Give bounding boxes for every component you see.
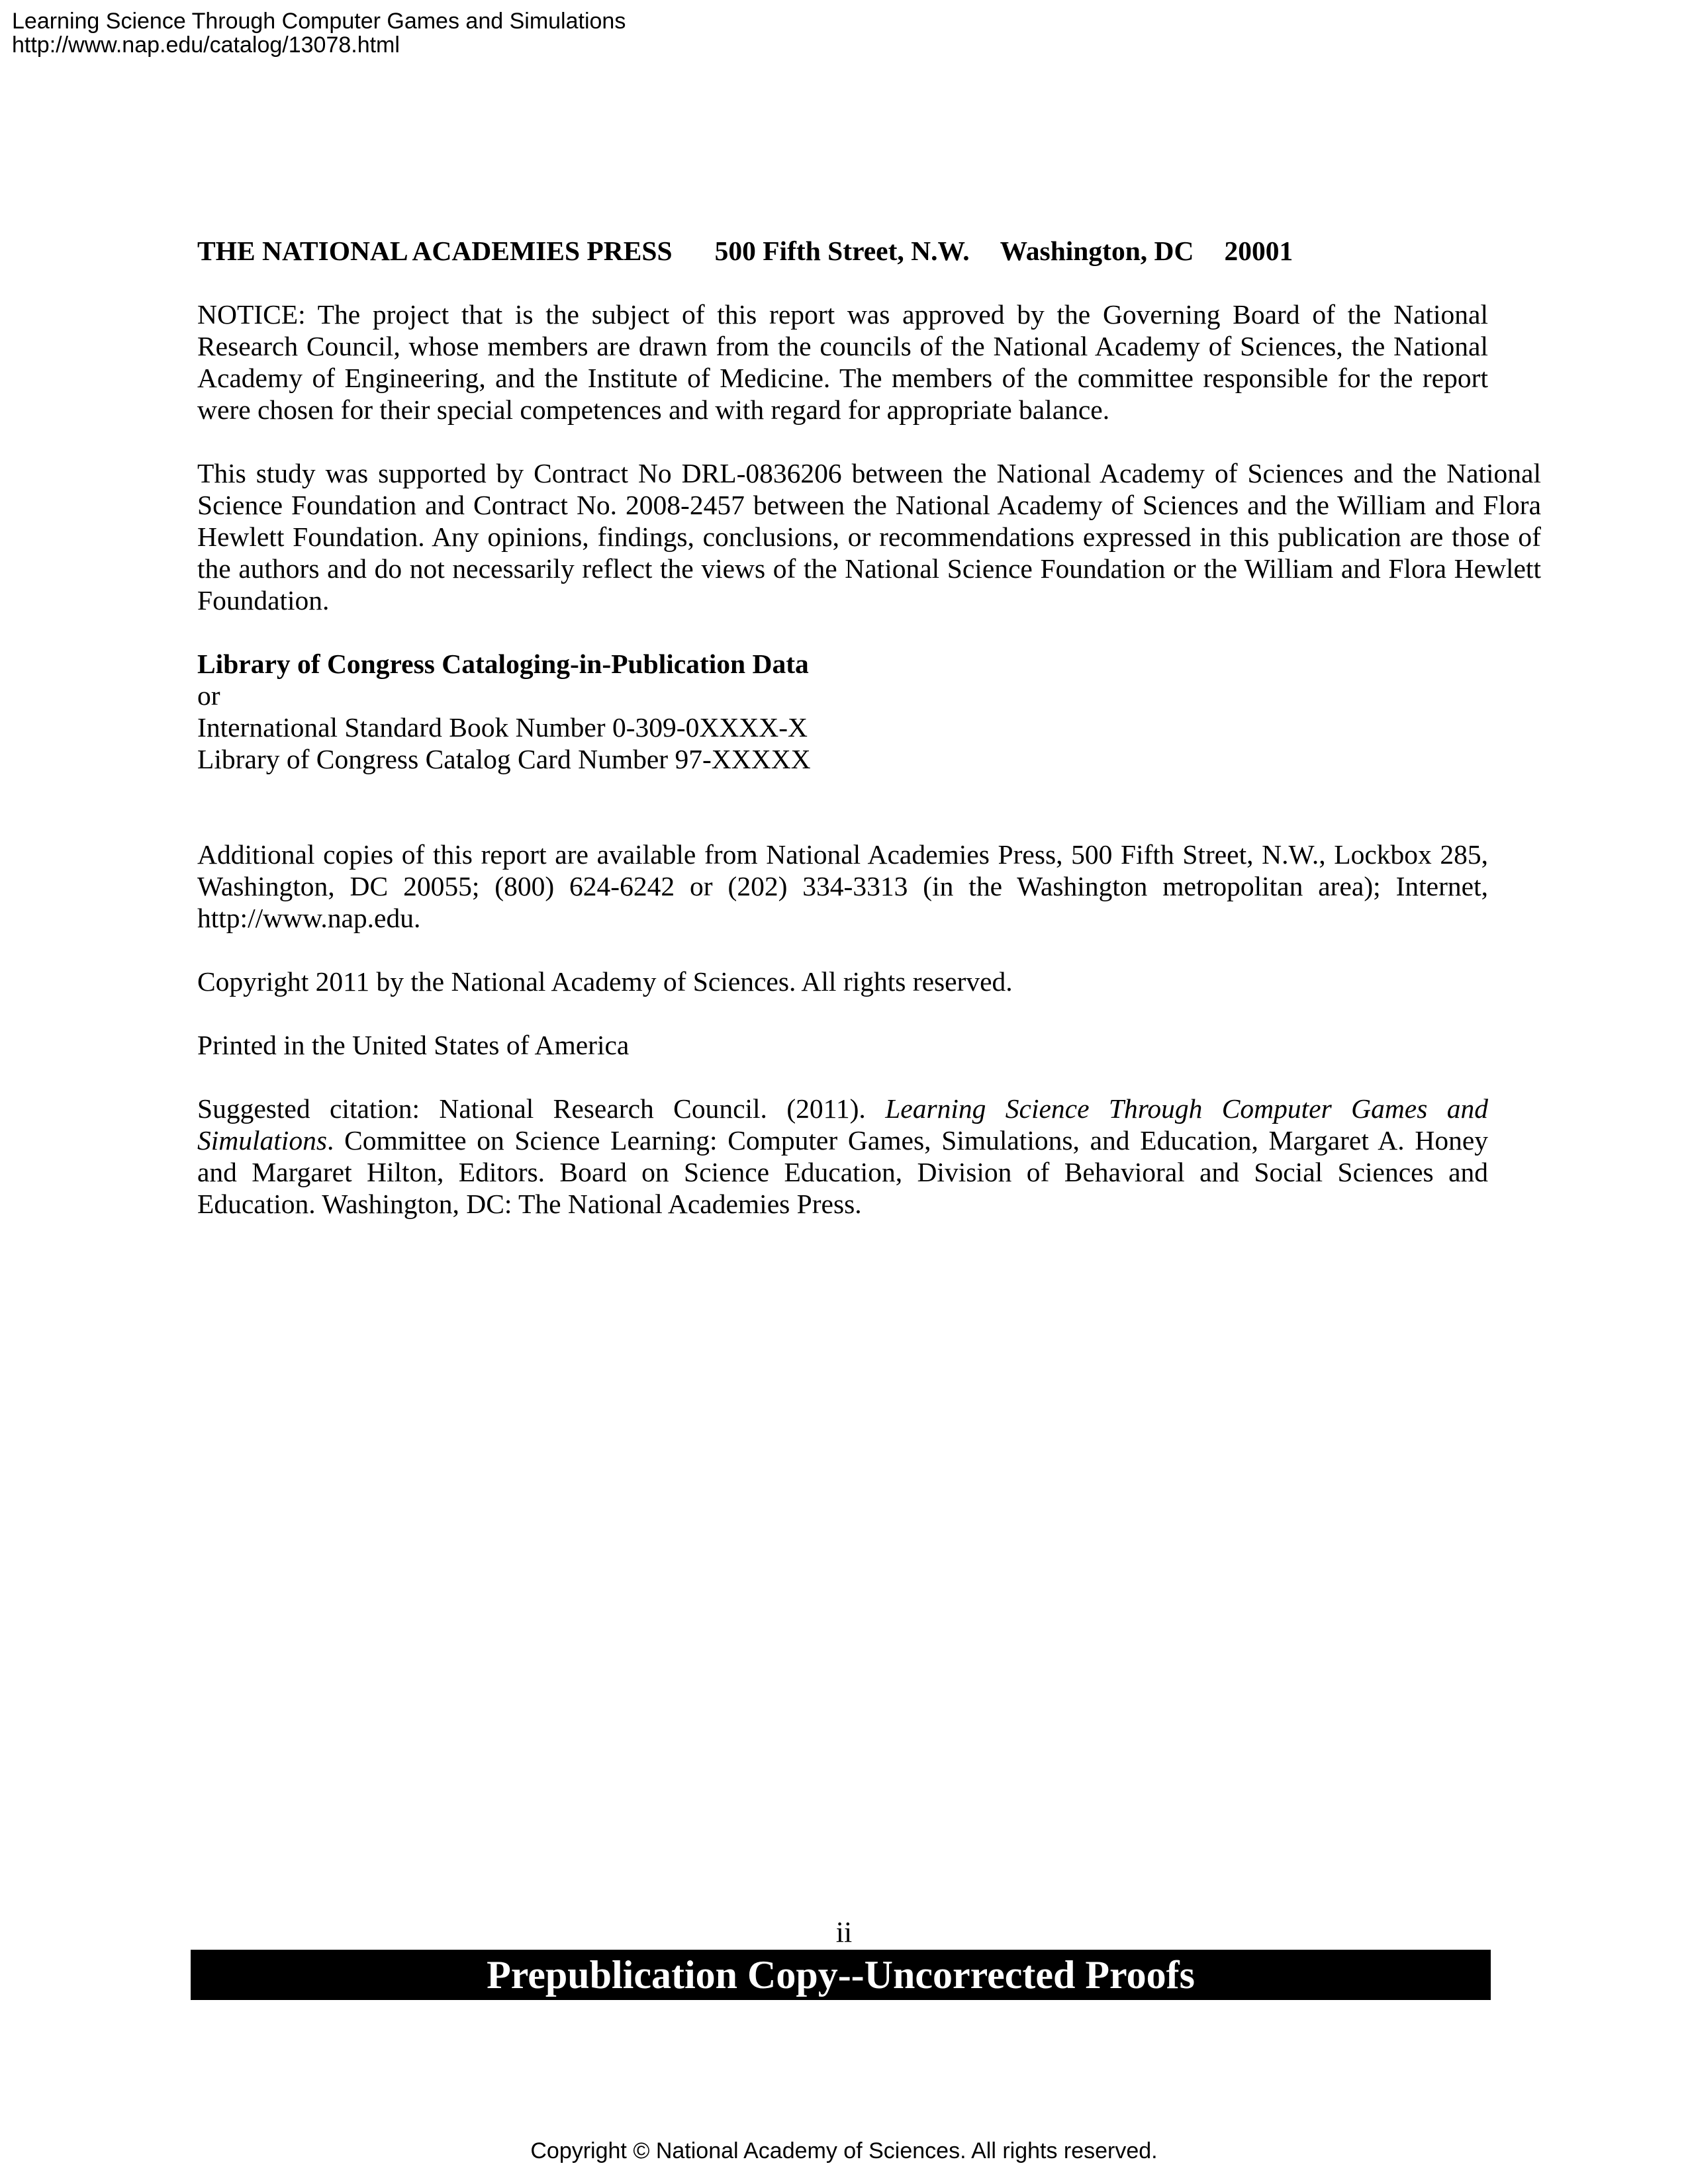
isbn-line: International Standard Book Number 0-309-0XXXX-X: [197, 712, 808, 743]
citation-prefix: Suggested citation: National Research Council. (2011).: [197, 1093, 886, 1124]
citation-suffix: . Committee on Science Learning: Computer Games, Simulations, and Education, Margaret A. Honey and Margaret Hilton, Editors. Board on Science Education, Division of Behavioral and Social Sciences and Education. Washington, DC: The National Academies Press.: [197, 1125, 1488, 1219]
footer-copyright: Copyright © National Academy of Sciences. All rights reserved.: [530, 2138, 1158, 2163]
press-city: Washington, DC: [1000, 236, 1194, 266]
press-street: 500 Fifth Street, N.W.: [714, 236, 970, 266]
page-content: [197, 235, 1541, 1251]
additional-copies-paragraph: Additional copies of this report are available from National Academies Press, 500 Fifth Street, N.W., Lockbox 285, Washington, DC 20055; (800) 624-6242 or (202) 334-3313 (in the Washington metropolitan area); Internet, http://www.nap.edu.: [197, 839, 1488, 933]
copyright-paragraph: Copyright 2011 by the National Academy of Sciences. All rights reserved.: [197, 966, 1013, 997]
prepublication-banner: Prepublication Copy--Uncorrected Proofs: [191, 1950, 1491, 2000]
document-url: http://www.nap.edu/catalog/13078.html: [12, 32, 400, 58]
press-address-line: [197, 235, 1488, 267]
citation-paragraph: [197, 1093, 1488, 1220]
page-number: ii: [835, 1916, 853, 1948]
press-zip: 20001: [1224, 236, 1293, 266]
printed-paragraph: Printed in the United States of America: [197, 1030, 630, 1060]
lccn-line: Library of Congress Catalog Card Number 97-XXXXX: [197, 744, 811, 774]
notice-paragraph: NOTICE: The project that is the subject of this report was approved by the Governing Board of the National Research Council, whose members are drawn from the councils of the National Academy of Sciences, the National Academy of Engineering, and the Institute of Medicine. The members of the committee responsible for the report were chosen for their special competences and with regard for appropriate balance.: [197, 299, 1488, 425]
document-title: Learning Science Through Computer Games and Simulations: [12, 9, 626, 34]
cataloging-or: or: [197, 680, 220, 711]
citation-title: Learning Science Through Computer Games and Simulations: [197, 1093, 1489, 1156]
cataloging-block: [197, 648, 1488, 775]
document-header: [12, 9, 626, 57]
press-name: THE NATIONAL ACADEMIES PRESS: [197, 236, 673, 266]
support-paragraph: This study was supported by Contract No DRL-0836206 between the National Academy of Sciences and the National Science Foundation and Contract No. 2008-2457 between the National Academy of Sciences and the William and Flora Hewlett Foundation. Any opinions, findings, conclusions, or recommendations expressed in this publication are those of the authors and do not necessarily reflect the views of the National Science Foundation or the William and Flora Hewlett Foundation.: [197, 458, 1541, 615]
cataloging-title: Library of Congress Cataloging-in-Publication Data: [197, 649, 809, 679]
